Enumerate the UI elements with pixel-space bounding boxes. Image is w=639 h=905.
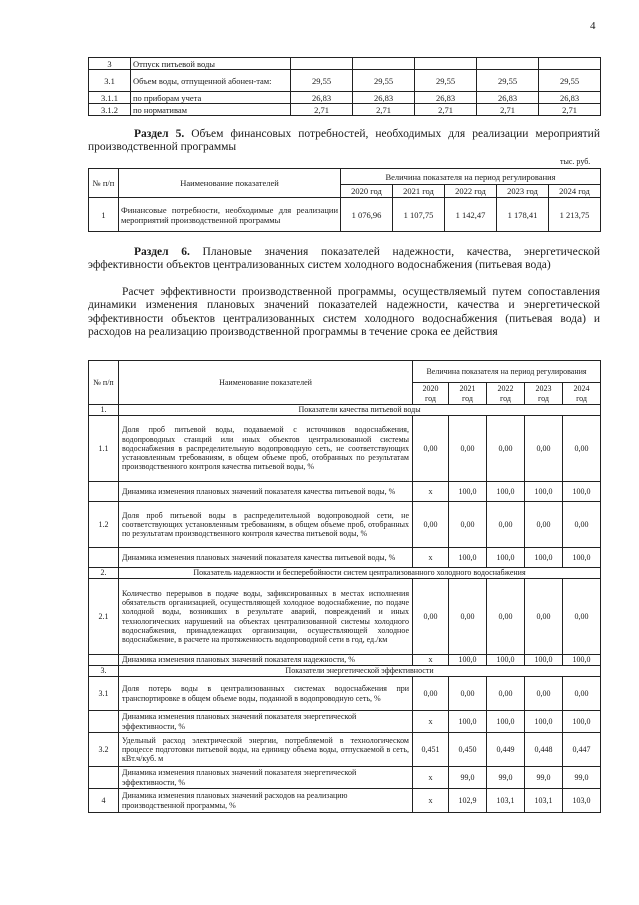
- group-row: 3. Показатели энергетической эффективности: [89, 666, 601, 677]
- group-row: 2. Показатель надежности и бесперебойности систем централизованного холодного водоснабжения: [89, 568, 601, 579]
- group-row: 1. Показатели качества питьевой воды: [89, 405, 601, 416]
- efficiency-paragraph: Расчет эффективности производственной программы, осуществляемый путем сопоставления динамики изменения плановых значений показателей надежности, качества и энергетической эффективности объектов централизованных систем холодного водоснабжения (питьевая вода) и расходов на реализацию производственной программы в течение срока ее действия: [88, 286, 600, 339]
- table-row: 2.1 Количество перерывов в подаче воды, зафиксированных в местах исполнения обязательств организацией, осуществляющей холодное водоснабжение, по подаче холодной воды, возникших в результате аварий, повреждений и иных технологических нарушений на объектах централизованной системы холодного водоснабжения, принадлежащих организации, осуществляющей холодное водоснабжение, в расчете на протяженность водопроводной сети в год, ед./км 0,00 0,00 0,00 0,00 0,00: [89, 579, 601, 655]
- table-row: Динамика изменения плановых значений показателя энергетической эффективности, % x 99,0 99,0 99,0 99,0: [89, 767, 601, 789]
- table-row: 1 Финансовые потребности, необходимые для реализации мероприятий производственной программы 1 076,96 1 107,75 1 142,47 1 178,41 1 213,75: [89, 198, 601, 232]
- table-row: 3.2 Удельный расход электрической энергии, потребляемой в технологическом процессе подготовки питьевой воды, на единицу объема воды, отпускаемой в сеть, кВт.ч/куб. м 0,451 0,450 0,449 0,448 0,447: [89, 733, 601, 767]
- table-row: Динамика изменения плановых значений показателя качества питьевой воды, % x 100,0 100,0 100,0 100,0: [89, 482, 601, 502]
- financial-needs-table: № п/п Наименование показателей Величина показателя на период регулирования 2020 год 2021 год 2022 год 2023 год 2024 год 1 Финансовые потребности, необходимые для реализации мероприятий производственной программы 1 076,96 1 107,75 1 142,47 1 178,41 1 213,75: [88, 168, 601, 232]
- units-label: тыс. руб.: [560, 157, 591, 166]
- table-row: 3.1.1 по приборам учета 26,83 26,83 26,83 26,83 26,83: [89, 92, 601, 104]
- table-row: 3.1 Доля потерь воды в централизованных системах водоснабжения при транспортировке в общем объеме воды, поданной в водопроводную сеть, % 0,00 0,00 0,00 0,00 0,00: [89, 677, 601, 711]
- indicators-table: № п/п Наименование показателей Величина показателя на период регулирования 2020 год 2021 год 2022 год 2023 год 2024 год 1. Показатели качества питьевой воды 1.1 Доля проб питьевой воды, подаваемой с источников водоснабжения, водопроводных станций или иных объектов централизованной системы водоснабжения в распределительную водопроводную сеть, не соответствующих установленным требованиям, в общем объеме проб, отобранных по результатам производственного контроля качества питьевой воды, % 0,00 0,00 0,00 0,00 0,00 Динамика изменения плановых значений показателя качества питьевой воды, % x 100,0 100,0 100,0 100,0 1.2 Доля проб питьевой воды в распределительной водопроводной сети, не соответствующих установленным требованиям, в общем объеме проб, отобранных по результатам производственного контроля качества питьевой воды, % 0,00 0,00 0,00 0,00 0,00 Динамика изменения плановых значений показателя качества питьевой воды, % x 100,0 100,0 100,0 100,0 2. Показатель надежности и бесперебойности систем централизованного холодного водоснабжения 2.1 Количество перерывов в подаче воды, зафиксированных в местах исполнения обязательств организацией, осуществляющей холодное водоснабжение, по подаче холодной воды, возникших в результате аварий, повреждений и иных технологических нарушений на объектах централизованной системы холодного водоснабжения, принадлежащих организации, осуществляющей холодное водоснабжение, в расчете на протяженность водопроводной сети в год, ед./км 0,00 0,00 0,00 0,00 0,00 Динамика изменения плановых значений показателя надежности, % x 100,0 100,0 100,0 100,0 3. Показатели энергетической эффективности 3.1 Доля потерь воды в централизованных системах водоснабжения при транспортировке в общем объеме воды, поданной в водопроводную сеть, % 0,00 0,00 0,00 0,00 0,00 Динамика изменения плановых значений показателя энергетической эффективности, % x 100,0 100,0 100,0 100,0 3.2 Удельный расход электрической энергии, потребляемой в технологическом процессе подготовки питьевой воды, на единицу объема воды, отпускаемой в сеть, кВт.ч/куб. м 0,451 0,450 0,449 0,448 0,447 Динамика изменения плановых значений показателя энергетической эффективности, % x 99,0 99,0 99,0 99,0 4 Динамика изменения плановых значений расходов на реализацию производственной программы, % x 102,9 103,1 103,1 103,0: [88, 360, 601, 813]
- table-row: Динамика изменения плановых значений показателя энергетической эффективности, % x 100,0 100,0 100,0 100,0: [89, 711, 601, 733]
- table-row: 1.1 Доля проб питьевой воды, подаваемой с источников водоснабжения, водопроводных станций или иных объектов централизованной системы водоснабжения в распределительную водопроводную сеть, не соответствующих установленным требованиям, в общем объеме проб, отобранных по результатам производственного контроля качества питьевой воды, % 0,00 0,00 0,00 0,00 0,00: [89, 416, 601, 482]
- table-row: Динамика изменения плановых значений показателя надежности, % x 100,0 100,0 100,0 100,0: [89, 655, 601, 666]
- table-row: 3.1.2 по нормативам 2,71 2,71 2,71 2,71 2,71: [89, 104, 601, 116]
- table-row: 3.1 Объем воды, отпущенной абонен-там: 29,55 29,55 29,55 29,55 29,55: [89, 70, 601, 92]
- table-row: 4 Динамика изменения плановых значений расходов на реализацию производственной программы, % x 102,9 103,1 103,1 103,0: [89, 789, 601, 813]
- page-number: 4: [590, 20, 596, 32]
- table-row: 3 Отпуск питьевой воды: [89, 58, 601, 70]
- water-supply-table: [88, 57, 601, 116]
- section-6-heading: Раздел 6. Плановые значения показателей надежности, качества, энергетической эффективности объектов централизованных систем холодного водоснабжения (питьевая вода): [88, 246, 600, 272]
- table-row: 1.2 Доля проб питьевой воды в распределительной водопроводной сети, не соответствующих установленным требованиям, в общем объеме проб, отобранных по результатам производственного контроля качества питьевой воды, % 0,00 0,00 0,00 0,00 0,00: [89, 502, 601, 548]
- section-5-heading: Раздел 5. Объем финансовых потребностей, необходимых для реализации мероприятий производственной программы: [88, 128, 600, 153]
- table-row: Динамика изменения плановых значений показателя качества питьевой воды, % x 100,0 100,0 100,0 100,0: [89, 548, 601, 568]
